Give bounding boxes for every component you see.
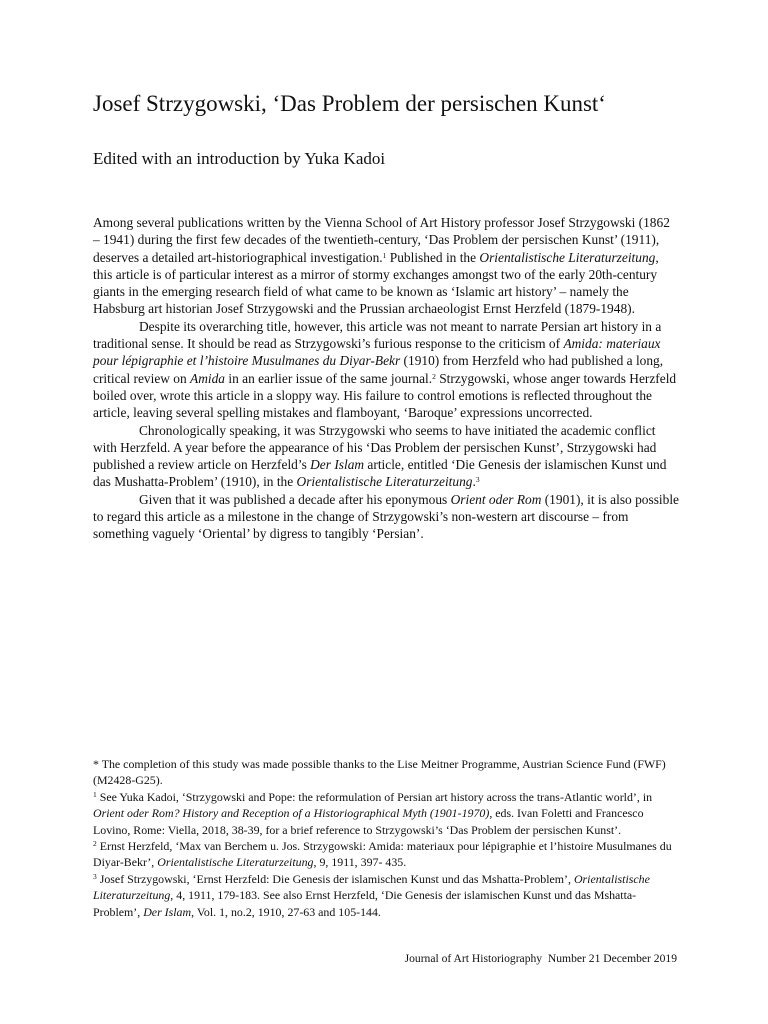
- footnote-star: * The completion of this study was made possible thanks to the Lise Meitner Programme, Austrian Science Fund (FWF) (M2428-G25).: [93, 757, 666, 788]
- body-paragraph-4: Given that it was published a decade after his eponymous Orient oder Rom (1901), it is also possible to regard this article as a milestone in the change of Strzygowski’s non-western art discourse – from something vaguely ‘Oriental’ by digress to tangibly ‘Persian’.: [93, 491, 679, 542]
- body-paragraph-1: Among several publications written by the Vienna School of Art History professor Josef Strzygowski (1862 – 1941) during the first few decades of the twentieth-century, ‘Das Problem der persischen Kunst’ (1911), deserves a detailed art-historiographical investigation.$^1$ Published in the Orientalistische Literaturzeitung, this article is of particular interest as a mirror of stormy exchanges amongst two of the early 20th-century giants in the emerging research field of what came to be known as ‘Islamic art history’ – namely the Habsburg art historian Josef Strzygowski and the Prussian archaeologist Ernst Herzfeld (1879-1948).: [93, 215, 670, 317]
- article-body: [93, 214, 679, 543]
- body-paragraph-3: Chronologically speaking, it was Strzygowski who seems to have initiated the academic conflict with Herzfeld. A year before the appearance of his ‘Das Problem der persischen Kunst’, Strzygowski had published a review article on Herzfeld’s Der Islam article, entitled ‘Die Genesis der islamischen Kunst und das Mushatta-Problem’ (1910), in the Orientalistische Literaturzeitung.$^3$: [93, 422, 667, 490]
- footnote-1: $^1$ See Yuka Kadoi, ‘Strzygowski and Pope: the reformulation of Persian art history across the trans-Atlantic world’, in Orient oder Rom? History and Reception of a Historiographical Myth (1901-1970), eds. Ivan Foletti and Francesco Lovino, Rome: Viella, 2018, 38-39, for a brief reference to Strzygowski’s ‘Das Problem der persischen Kunst’.: [93, 789, 653, 837]
- footnote-ref-1[interactable]: 1: [382, 250, 387, 260]
- footnote-3: $^3$ Josef Strzygowski, ‘Ernst Herzfeld: Die Genesis der islamischen Kunst und das Mshatta-Problem’, Orientalistische Literaturzeitung, 4, 1911, 179-183. See also Ernst Herzfeld, ‘Die Genesis der islamischen Kunst und das Mshatta-Problem’, Der Islam, Vol. 1, no.2, 1910, 27-63 and 105-144.: [93, 871, 650, 919]
- journal-name: Journal of Art Historiography: [404, 952, 543, 965]
- footnote-2: $^2$ Ernst Herzfeld, ‘Max van Berchem u. Jos. Strzygowski: Amida: materiaux pour lépigraphie et l’histoire Musulmanes du Diyar-Bekr’, Orientalistische Literaturzeitung, 9, 1911, 397- 435.: [93, 839, 672, 870]
- article-subtitle: Edited with an introduction by Yuka Kadoi: [93, 149, 386, 168]
- footnotes: [93, 756, 679, 920]
- issue-info: Number 21 December 2019: [547, 952, 677, 965]
- footnote-ref-3[interactable]: 3: [475, 475, 480, 485]
- footnote-ref-2[interactable]: 2: [432, 371, 436, 381]
- article-title: Josef Strzygowski, ‘Das Problem der persischen Kunst‘: [93, 91, 606, 116]
- body-paragraph-2: Despite its overarching title, however, this article was not meant to narrate Persian art history in a traditional sense. It should be read as Strzygowski’s furious response to the criticism of Amida: materiaux pour lépigraphie et l’histoire Musulmanes du Diyar-Bekr (1910) from Herzfeld who had published a long, critical review on Amida in an earlier issue of the same journal.$^2$ Strzygowski, whose anger towards Herzfeld boiled over, wrote this article in a sloppy way. His failure to control emotions is reflected throughout the article, leaving several spelling mistakes and flamboyant, ‘Baroque’ expressions uncorrected.: [93, 318, 677, 421]
- page-footer: [377, 951, 677, 966]
